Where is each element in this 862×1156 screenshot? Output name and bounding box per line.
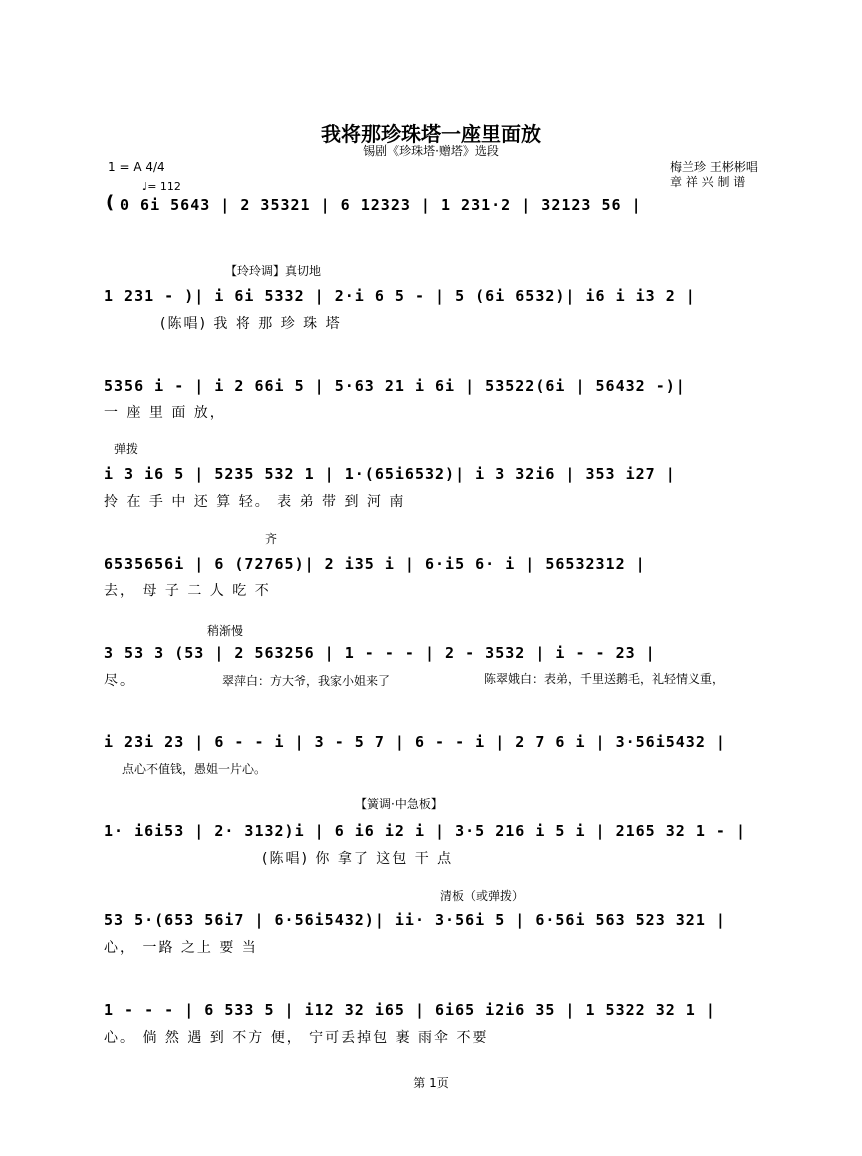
- notation-line-1: 0 6i 5643 | 2 35321 | 6 12323 | 1 231·2 | 32123 56 |: [120, 196, 642, 214]
- lyric-line-3: 一 座 里 面 放，: [104, 405, 226, 421]
- notation-line-5: 6535656i | 6 (72765)| 2 i35 i | 6·i5 6· i | 56532312 |: [104, 555, 646, 573]
- notation-line-10: 1 - - - | 6 533 5 | i12 32 i65 | 6i65 i2i6 35 | 1 5322 32 1 |: [104, 1001, 716, 1019]
- spoken-aside: 陈翠娥白：表弟，千里送鹅毛，礼轻情义重，: [484, 672, 725, 686]
- notation-line-3: 5356 i - | i 2 66i 5 | 5·63 21 i 6i | 53522(6i | 56432 -)|: [104, 377, 686, 395]
- lyric-line-5: 去， 母 子 二 人 吃 不: [104, 583, 271, 599]
- notation-line-2: 1 231 - )| i 6i 5332 | 2·i 6 5 - | 5 (6i 6532)| i6 i i3 2 |: [104, 287, 696, 305]
- spoken-aside: 点心不值钱，愚姐一片心。: [122, 762, 267, 776]
- notation-line-9: 53 5·(653 56i7 | 6·56i5432)| ii· 3·56i 5 | 6·56i 563 523 321 |: [104, 911, 726, 929]
- lyric-line-9: 心， 一路 之上 要 当: [104, 940, 258, 956]
- transcriber-credit: 章 祥 兴 制 谱: [670, 175, 746, 189]
- notation-line-6: 3 53 3 (53 | 2 563256 | 1 - - - | 2 - 3532 | i - - 23 |: [104, 644, 656, 662]
- tempo-marking: ♩= 112: [142, 180, 181, 193]
- performer-credit: 梅兰珍 王彬彬唱: [670, 160, 758, 174]
- lyric-line-6: 尽。: [104, 673, 136, 689]
- song-subtitle: 锡剧《珍珠塔·赠塔》选段: [363, 144, 499, 158]
- notation-line-8: 1· i6i53 | 2· 3132)i | 6 i6 i2 i | 3·5 216 i 5 i | 2165 32 1 - |: [104, 822, 746, 840]
- lyric-line-4: 拎 在 手 中 还 算 轻。 表 弟 带 到 河 南: [104, 494, 406, 510]
- opening-parenthesis: (: [106, 192, 115, 213]
- notation-line-7: i 23i 23 | 6 - - i | 3 - 5 7 | 6 - - i | 2 7 6 i | 3·56i5432 |: [104, 733, 726, 751]
- lyric-line-10: 心。 倘 然 遇 到 不方 便， 宁可丢掉包 裹 雨伞 不要: [104, 1030, 489, 1046]
- section-marker: 弹拨: [114, 442, 139, 456]
- section-marker: 稍渐慢: [207, 624, 244, 638]
- spoken-aside: 翠萍白：方大爷，我家小姐来了: [222, 674, 391, 688]
- section-marker: 齐: [265, 532, 278, 546]
- section-marker: 【簧调·中急板】: [355, 797, 443, 811]
- lyric-line-8: (陈唱) 你 拿了 这包 干 点: [262, 851, 454, 867]
- page-number: 第 1页: [413, 1076, 449, 1090]
- section-marker: 【玲玲调】真切地: [225, 264, 322, 278]
- section-marker: 清板（或弹拨）: [440, 889, 525, 903]
- notation-line-4: i 3 i6 5 | 5235 532 1 | 1·(65i6532)| i 3 32i6 | 353 i27 |: [104, 465, 676, 483]
- key-signature: 1 = A 4/4: [108, 160, 165, 174]
- lyric-line-2: (陈唱) 我 将 那 珍 珠 塔: [160, 316, 342, 332]
- song-title: 我将那珍珠塔一座里面放: [321, 122, 541, 146]
